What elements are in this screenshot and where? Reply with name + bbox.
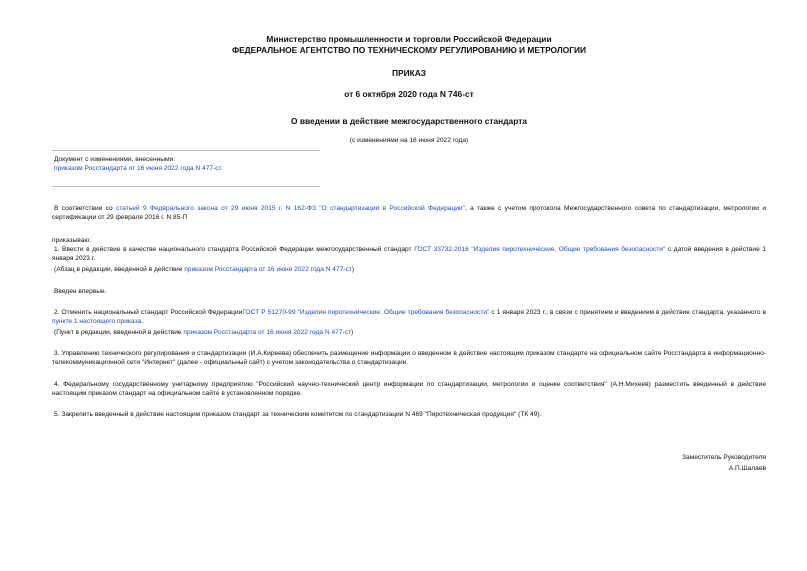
intro-paragraph bbox=[52, 204, 766, 222]
prikazyvayu: приказываю: bbox=[52, 237, 92, 244]
signature-position: Заместитель Руководителя bbox=[682, 454, 766, 461]
p2-text-3: . bbox=[141, 318, 144, 325]
p1-note-text: (Абзац в редакции, введенной в действие bbox=[54, 266, 185, 273]
signature-block bbox=[682, 452, 766, 474]
law-link[interactable]: статьей 9 Федерального закона от 29 июня 2015 г. N 162-ФЗ "О стандартизации в Российской Федерации" bbox=[116, 205, 465, 212]
amendments-box bbox=[52, 150, 320, 187]
document-title: О введении в действие межгосударственного стандарта bbox=[291, 116, 527, 126]
order-date: от 6 октября 2020 года N 746-ст bbox=[344, 89, 474, 99]
signature-name: А.П.Шалаев bbox=[728, 465, 766, 472]
amendment-note: (с изменениями на 16 июня 2022 года) bbox=[349, 137, 469, 144]
paragraph-2-note bbox=[52, 328, 766, 337]
p1-note-link[interactable]: приказом Росстандарта от 16 июня 2022 года N 477-ст bbox=[184, 266, 352, 273]
document-header bbox=[52, 34, 766, 56]
p1-text-1: 1. Ввести в действие в качестве национального стандарта Российской Федерации межгосударственный стандарт bbox=[54, 246, 415, 253]
paragraph-1 bbox=[52, 245, 766, 263]
p2-note-end: ) bbox=[350, 329, 354, 336]
paragraph-3 bbox=[52, 349, 766, 367]
intro-text-2: , а также с учетом протокола Межгосударственного совета по стандартизации, метрологии и сертификации от 29 февраля 2016 г. N 85-П bbox=[52, 205, 766, 221]
agency-name: ФЕДЕРАЛЬНОЕ АГЕНТСТВО ПО ТЕХНИЧЕСКОМУ РЕГУЛИРОВАНИЮ И МЕТРОЛОГИИ bbox=[231, 45, 587, 55]
intro-text-1: В соответствии со bbox=[54, 205, 117, 212]
amendments-box-label: Документ с изменениями, внесенными: bbox=[54, 156, 176, 163]
order-heading: ПРИКАЗ bbox=[391, 68, 427, 78]
point-1-link[interactable]: пункте 1 настоящего приказа bbox=[52, 318, 142, 325]
paragraph-2 bbox=[52, 308, 766, 326]
p2-note-text: (Пункт в редакции, введенной в действие bbox=[54, 329, 184, 336]
paragraph-5 bbox=[52, 410, 766, 419]
p5-text: 5. Закрепить введенный в действие настоящим приказом стандарт за техническим комитетом по стандартизации N 469 "Пиротехническая продукция" (ТК 49). bbox=[54, 411, 542, 418]
first-introduced-text: Введен впервые. bbox=[54, 288, 107, 295]
p1-note-end: ) bbox=[351, 266, 355, 273]
amendment-link-dot: . bbox=[220, 165, 223, 172]
paragraph-1-note bbox=[52, 265, 766, 274]
p4-text: 4. Федеральному государственному унитарному предприятию "Российский научно-технический центр информации по стандартизации, метрологии и оценке соответствия" (А.Н.Михеев) разместить введенный в действие настоящим приказом стандарт на официальном сайте в установленном порядке. bbox=[52, 381, 766, 397]
paragraph-4 bbox=[52, 380, 766, 398]
gost-r-51270-link[interactable]: ГОСТ Р 51270-99 "Изделия пиротехнические. Общие требования безопасности" bbox=[242, 309, 490, 316]
p1-text-2: с датой введения в действие 1 января 2023 г. bbox=[52, 246, 767, 262]
gost-33732-link[interactable]: ГОСТ 33732-2016 "Изделия пиротехнические. Общие требования безопасности" bbox=[414, 246, 666, 253]
p3-text: 3. Управлению технического регулирования и стандартизации (И.А.Киреева) обеспечить размещение информации о введенном в действие настоящим приказом стандарте на официальном сайте Росстандарта в информационно-телекоммуникационной сети "Интернет" (далее - официальный сайт) с учетом законодательства о стандартизации. bbox=[52, 350, 766, 366]
p2-text-1: 2. Отменить национальный стандарт Российской Федерации bbox=[54, 309, 243, 316]
p2-note-link[interactable]: приказом Росстандарта от 16 июня 2022 года N 477-ст bbox=[183, 329, 351, 336]
amendment-link[interactable]: приказом Росстандарта от 16 июня 2022 года N 477-ст bbox=[54, 165, 221, 172]
p2-text-2: с 1 января 2023 г., в связи с принятием и введением в действие стандарта, указанного в bbox=[489, 309, 767, 316]
ministry-name: Министерство промышленности и торговли Российской Федерации bbox=[266, 34, 552, 44]
paragraph-first bbox=[52, 287, 766, 296]
